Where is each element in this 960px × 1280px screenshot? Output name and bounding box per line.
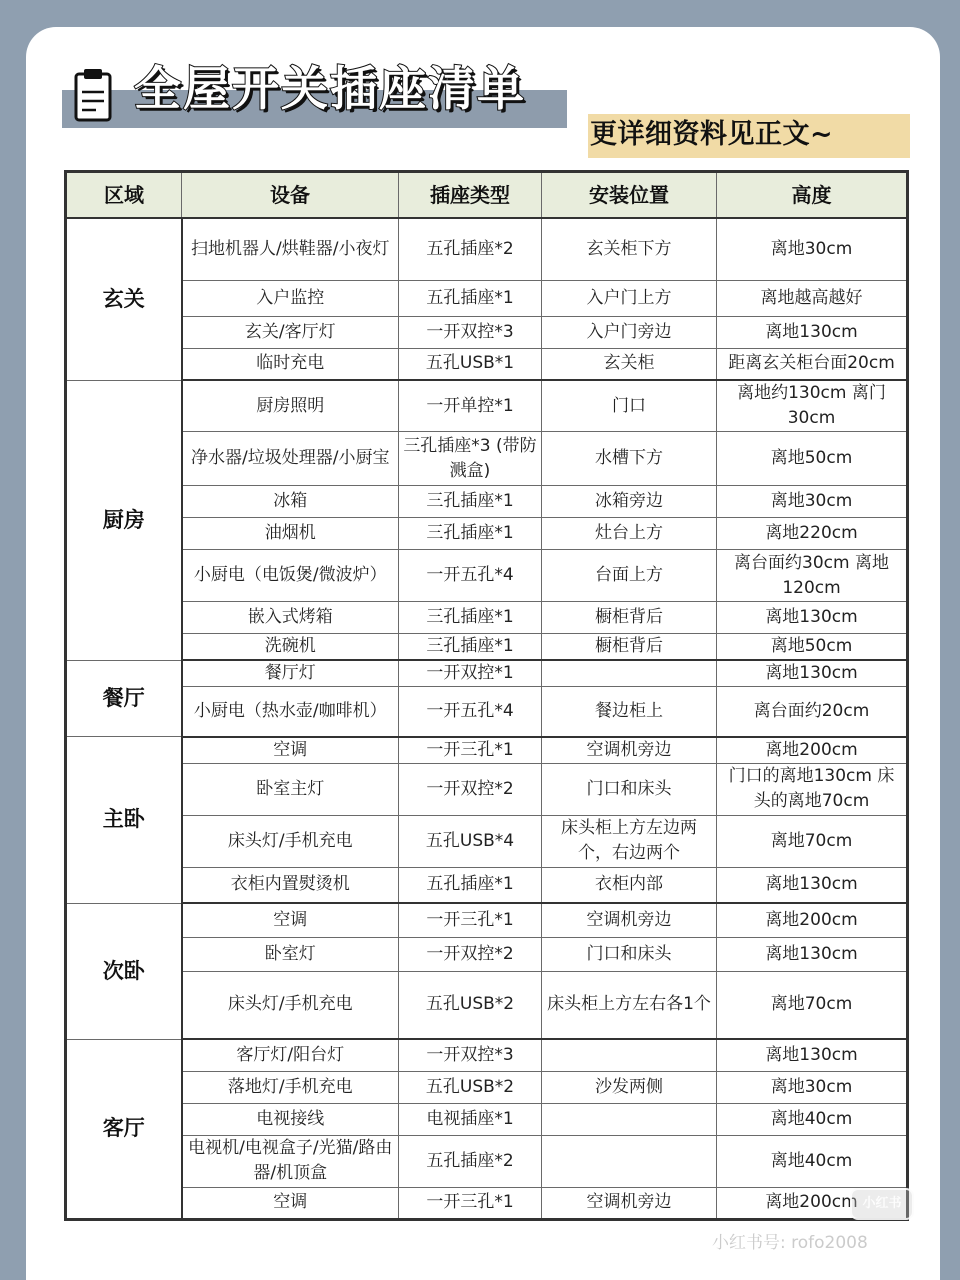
socket-table bbox=[64, 170, 909, 1221]
height-cell: 距离玄关柜台面20cm bbox=[717, 348, 908, 380]
location-cell: 橱柜背后 bbox=[542, 634, 717, 661]
location-cell: 空调机旁边 bbox=[542, 737, 717, 764]
table-row bbox=[66, 218, 908, 280]
location-cell: 入户门上方 bbox=[542, 280, 717, 316]
device-cell: 油烟机 bbox=[182, 518, 399, 550]
location-cell bbox=[542, 660, 717, 687]
location-cell: 门口和床头 bbox=[542, 763, 717, 815]
height-cell: 离地130cm bbox=[717, 867, 908, 903]
table-row bbox=[66, 971, 908, 1039]
device-cell: 小厨电（电饭煲/微波炉） bbox=[182, 550, 399, 602]
socket-type-cell: 五孔USB*2 bbox=[399, 1071, 542, 1103]
table-row bbox=[66, 1103, 908, 1135]
device-cell: 卧室灯 bbox=[182, 937, 399, 971]
device-cell: 床头灯/手机充电 bbox=[182, 815, 399, 867]
table-row bbox=[66, 280, 908, 316]
watermark-account: 小红书号: rofo2008 bbox=[712, 1233, 868, 1253]
socket-table-container bbox=[64, 170, 906, 1220]
table-row bbox=[66, 486, 908, 518]
location-cell: 沙发两侧 bbox=[542, 1071, 717, 1103]
height-cell: 离地200cm bbox=[717, 1187, 908, 1219]
height-cell: 离台面约20cm bbox=[717, 687, 908, 737]
device-cell: 入户监控 bbox=[182, 280, 399, 316]
area-cell: 主卧 bbox=[66, 737, 182, 904]
height-cell: 离地50cm bbox=[717, 432, 908, 486]
page-subtitle: 更详细资料见正文~ bbox=[590, 119, 834, 150]
area-cell: 次卧 bbox=[66, 903, 182, 1039]
header-device: 设备 bbox=[182, 172, 399, 219]
device-cell: 洗碗机 bbox=[182, 634, 399, 661]
table-row bbox=[66, 1039, 908, 1071]
table-row bbox=[66, 1135, 908, 1187]
device-cell: 玄关/客厅灯 bbox=[182, 316, 399, 348]
height-cell: 离地130cm bbox=[717, 660, 908, 687]
socket-type-cell: 一开三孔*1 bbox=[399, 1187, 542, 1219]
location-cell: 衣柜内部 bbox=[542, 867, 717, 903]
location-cell bbox=[542, 1103, 717, 1135]
table-row bbox=[66, 602, 908, 634]
location-cell: 空调机旁边 bbox=[542, 1187, 717, 1219]
clipboard-icon bbox=[72, 64, 120, 124]
height-cell: 离地130cm bbox=[717, 602, 908, 634]
watermark-logo: 小红书 bbox=[850, 1188, 914, 1220]
table-row bbox=[66, 737, 908, 764]
device-cell: 落地灯/手机充电 bbox=[182, 1071, 399, 1103]
socket-type-cell: 一开三孔*1 bbox=[399, 903, 542, 937]
location-cell: 门口 bbox=[542, 380, 717, 432]
socket-type-cell: 一开五孔*4 bbox=[399, 550, 542, 602]
table-row bbox=[66, 634, 908, 661]
location-cell: 入户门旁边 bbox=[542, 316, 717, 348]
socket-type-cell: 三孔插座*1 bbox=[399, 602, 542, 634]
location-cell: 门口和床头 bbox=[542, 937, 717, 971]
device-cell: 衣柜内置熨烫机 bbox=[182, 867, 399, 903]
table-row bbox=[66, 380, 908, 432]
location-cell: 玄关柜下方 bbox=[542, 218, 717, 280]
header-socket-type: 插座类型 bbox=[399, 172, 542, 219]
location-cell: 床头柜上方左边两个，右边两个 bbox=[542, 815, 717, 867]
height-cell: 离地220cm bbox=[717, 518, 908, 550]
device-cell: 餐厅灯 bbox=[182, 660, 399, 687]
device-cell: 客厅灯/阳台灯 bbox=[182, 1039, 399, 1071]
socket-type-cell: 五孔插座*1 bbox=[399, 280, 542, 316]
location-cell: 冰箱旁边 bbox=[542, 486, 717, 518]
socket-type-cell: 五孔USB*1 bbox=[399, 348, 542, 380]
socket-type-cell: 五孔插座*2 bbox=[399, 218, 542, 280]
header-area: 区域 bbox=[66, 172, 182, 219]
device-cell: 空调 bbox=[182, 903, 399, 937]
socket-type-cell: 五孔USB*2 bbox=[399, 971, 542, 1039]
height-cell: 离地40cm bbox=[717, 1103, 908, 1135]
height-cell: 离地越高越好 bbox=[717, 280, 908, 316]
table-row bbox=[66, 867, 908, 903]
location-cell bbox=[542, 1039, 717, 1071]
height-cell: 离地约130cm 离门30cm bbox=[717, 380, 908, 432]
table-header-row bbox=[66, 172, 908, 219]
device-cell: 冰箱 bbox=[182, 486, 399, 518]
height-cell: 离地70cm bbox=[717, 971, 908, 1039]
table-row bbox=[66, 518, 908, 550]
table-row bbox=[66, 763, 908, 815]
location-cell: 餐边柜上 bbox=[542, 687, 717, 737]
device-cell: 厨房照明 bbox=[182, 380, 399, 432]
location-cell: 玄关柜 bbox=[542, 348, 717, 380]
device-cell: 临时充电 bbox=[182, 348, 399, 380]
location-cell: 空调机旁边 bbox=[542, 903, 717, 937]
height-cell: 离地50cm bbox=[717, 634, 908, 661]
device-cell: 床头灯/手机充电 bbox=[182, 971, 399, 1039]
height-cell: 离台面约30cm 离地120cm bbox=[717, 550, 908, 602]
socket-type-cell: 五孔插座*2 bbox=[399, 1135, 542, 1187]
socket-type-cell: 三孔插座*1 bbox=[399, 518, 542, 550]
device-cell: 小厨电（热水壶/咖啡机） bbox=[182, 687, 399, 737]
height-cell: 离地70cm bbox=[717, 815, 908, 867]
height-cell: 离地200cm bbox=[717, 903, 908, 937]
header-location: 安装位置 bbox=[542, 172, 717, 219]
height-cell: 离地130cm bbox=[717, 1039, 908, 1071]
height-cell: 离地30cm bbox=[717, 1071, 908, 1103]
height-cell: 门口的离地130cm 床头的离地70cm bbox=[717, 763, 908, 815]
socket-type-cell: 一开三孔*1 bbox=[399, 737, 542, 764]
location-cell: 灶台上方 bbox=[542, 518, 717, 550]
socket-type-cell: 五孔插座*1 bbox=[399, 867, 542, 903]
area-cell: 餐厅 bbox=[66, 660, 182, 737]
socket-type-cell: 电视插座*1 bbox=[399, 1103, 542, 1135]
socket-type-cell: 五孔USB*4 bbox=[399, 815, 542, 867]
table-row bbox=[66, 1187, 908, 1219]
device-cell: 电视接线 bbox=[182, 1103, 399, 1135]
location-cell: 橱柜背后 bbox=[542, 602, 717, 634]
location-cell: 台面上方 bbox=[542, 550, 717, 602]
area-cell: 玄关 bbox=[66, 218, 182, 380]
height-cell: 离地40cm bbox=[717, 1135, 908, 1187]
device-cell: 扫地机器人/烘鞋器/小夜灯 bbox=[182, 218, 399, 280]
socket-type-cell: 一开双控*1 bbox=[399, 660, 542, 687]
table-row bbox=[66, 316, 908, 348]
location-cell: 床头柜上方左右各1个 bbox=[542, 971, 717, 1039]
table-row bbox=[66, 687, 908, 737]
device-cell: 卧室主灯 bbox=[182, 763, 399, 815]
socket-type-cell: 三孔插座*1 bbox=[399, 486, 542, 518]
height-cell: 离地30cm bbox=[717, 218, 908, 280]
location-cell: 水槽下方 bbox=[542, 432, 717, 486]
socket-type-cell: 一开单控*1 bbox=[399, 380, 542, 432]
table-row bbox=[66, 1071, 908, 1103]
device-cell: 净水器/垃圾处理器/小厨宝 bbox=[182, 432, 399, 486]
socket-type-cell: 一开双控*2 bbox=[399, 937, 542, 971]
socket-type-cell: 一开双控*3 bbox=[399, 1039, 542, 1071]
location-cell bbox=[542, 1135, 717, 1187]
table-row bbox=[66, 903, 908, 937]
area-cell: 客厅 bbox=[66, 1039, 182, 1219]
table-row bbox=[66, 432, 908, 486]
device-cell: 嵌入式烤箱 bbox=[182, 602, 399, 634]
device-cell: 空调 bbox=[182, 1187, 399, 1219]
table-row bbox=[66, 937, 908, 971]
table-row bbox=[66, 815, 908, 867]
table-body bbox=[66, 218, 908, 1219]
socket-type-cell: 一开双控*3 bbox=[399, 316, 542, 348]
table-row bbox=[66, 660, 908, 687]
socket-type-cell: 三孔插座*1 bbox=[399, 634, 542, 661]
page-title: 全屋开关插座清单 bbox=[134, 62, 526, 117]
area-cell: 厨房 bbox=[66, 380, 182, 660]
device-cell: 电视机/电视盒子/光猫/路由器/机顶盒 bbox=[182, 1135, 399, 1187]
height-cell: 离地30cm bbox=[717, 486, 908, 518]
device-cell: 空调 bbox=[182, 737, 399, 764]
table-row bbox=[66, 348, 908, 380]
height-cell: 离地130cm bbox=[717, 316, 908, 348]
socket-type-cell: 一开五孔*4 bbox=[399, 687, 542, 737]
height-cell: 离地130cm bbox=[717, 937, 908, 971]
socket-type-cell: 三孔插座*3 (带防溅盒) bbox=[399, 432, 542, 486]
socket-type-cell: 一开双控*2 bbox=[399, 763, 542, 815]
table-row bbox=[66, 550, 908, 602]
header-height: 高度 bbox=[717, 172, 908, 219]
height-cell: 离地200cm bbox=[717, 737, 908, 764]
